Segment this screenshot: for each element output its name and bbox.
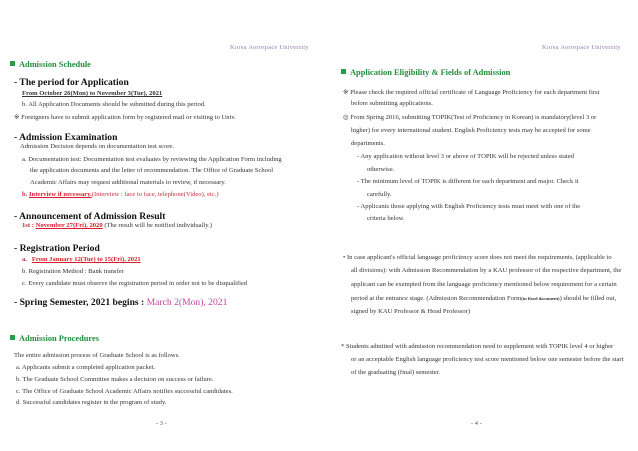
- period-line-b: b. All Application Documents should be submitted during this period.: [22, 101, 206, 108]
- page-number: - 4 -: [471, 420, 482, 427]
- spring-semester-line: [14, 297, 227, 308]
- exam-intro: Admission Decision depends on documentation test score.: [20, 143, 175, 150]
- eligibility-heading: [341, 68, 510, 77]
- page-number: - 3 -: [156, 420, 167, 427]
- admission-procedures-title: Admission Procedures: [19, 334, 99, 343]
- registration-line-c: c. Every candidate must observe the registration period in order not to be disqualified: [22, 280, 248, 287]
- result-date: November 27(Fri), 2020: [35, 222, 103, 229]
- exemption-line4-start: period at the entrance stage. (Admission Recommendation Form: [351, 295, 522, 302]
- topik-line4: - Any application without level 3 or above of TOPIK will be rejected unless stated: [357, 153, 574, 160]
- procedure-b: b. The Graduate School Committee makes a decision on success or failure.: [16, 376, 214, 383]
- supplement-line3: of the graduating (final) semester.: [351, 369, 441, 376]
- exemption-line2: all divisions): with Admission Recommendation by a KAU professor of the respective department, the: [351, 267, 622, 274]
- result-line: [22, 222, 212, 229]
- fixed-document-note: (in fixed document): [521, 296, 560, 301]
- exam-line-a2: the application documents and the letter of recommendation. The Office of Graduate School: [30, 167, 274, 174]
- topik-line2: higher) for every international student. English Proficiency tests may be accepted for some: [351, 127, 591, 134]
- page-header: Korea Aerospace University: [230, 44, 309, 51]
- application-period-dates: From October 26(Mon) to November 3(Tue), 2021: [22, 90, 163, 97]
- topik-line5: otherwise.: [367, 166, 395, 173]
- topik-line8: - Applicants those applying with English Proficiency tests must meet with one of the: [357, 203, 581, 210]
- registration-heading: - Registration Period: [14, 243, 100, 254]
- topik-line1: ◎ From Spring 2016, submitting TOPIK(Test of Proficiency in Korean) is mandatory(level 3 or: [343, 114, 597, 121]
- exam-line-b: [22, 191, 219, 198]
- admission-schedule-heading: [10, 60, 91, 69]
- exemption-line4: [351, 295, 616, 302]
- supplement-line2: or an acceptable English language proficiency test score mentioned below one semester before the start: [351, 356, 624, 363]
- language-note-line2: before submitting applications.: [351, 100, 433, 107]
- exam-heading: - Admission Examination: [14, 132, 118, 143]
- square-bullet-icon: [10, 335, 15, 340]
- exemption-line5: signed by KAU Professor & Head Professor): [351, 308, 471, 315]
- topik-line9: criteria below.: [367, 215, 405, 222]
- foreigner-note: ※ Foreigners have to submit application form by registered mail or visiting to Univ.: [14, 114, 236, 121]
- page-right: [319, 0, 638, 451]
- result-note: (The result will be notified individually.): [104, 222, 212, 229]
- supplement-line1: * Students admitted with admission recommendation need to supplement with TOPIK level 4 or higher: [341, 343, 614, 350]
- exam-line-a1: a. Documentation test: Documentation test evaluates by reviewing the Application Form including: [22, 156, 282, 163]
- topik-line3: departments.: [351, 140, 385, 147]
- square-bullet-icon: [341, 69, 346, 74]
- eligibility-title: Application Eligibility & Fields of Admission: [350, 68, 511, 77]
- procedure-a: a. Applicants submit a completed application packet.: [16, 364, 156, 371]
- square-bullet-icon: [10, 61, 15, 66]
- procedure-c: c. The Office of Graduate School Academic Affairs notifies successful candidates.: [16, 388, 233, 395]
- exam-line-a3: Academic Affairs may request additional materials to review, if necessary.: [30, 179, 226, 186]
- topik-line7: carefully.: [367, 191, 392, 198]
- spring-semester-date: March 2(Mon), 2021: [146, 297, 228, 308]
- exam-b-prefix: b.: [22, 191, 28, 198]
- exemption-line3: applicant can be exempted from the language proficiency mentioned below requirement for a certain: [351, 281, 617, 288]
- result-prefix: 1st :: [22, 222, 34, 229]
- admission-procedures-heading: [10, 334, 99, 343]
- procedure-d: d. Successful candidates register in the program of study.: [16, 399, 167, 406]
- interview-note: Interview if necessary.: [28, 191, 92, 198]
- registration-line-b: b. Registration Method : Bank transfer: [22, 268, 124, 275]
- exemption-line1: • In case applicant's official language proficiency score does not meet the requirements, (applicable to: [343, 254, 612, 261]
- admission-schedule-title: Admission Schedule: [19, 60, 91, 69]
- registration-line-a: [22, 256, 141, 263]
- spring-semester-label: - Spring Semester, 2021 begins :: [14, 297, 145, 308]
- topik-line6: - The minimum level of TOPIK is different for each department and major. Check it: [357, 178, 579, 185]
- registration-a-prefix: a.: [22, 256, 27, 263]
- result-heading: - Announcement of Admission Result: [14, 211, 166, 222]
- language-note-line1: ※ Please check the required official certificate of Language Proficiency for each department first: [343, 89, 600, 96]
- page-header: Korea Aerospace University: [542, 44, 621, 51]
- exemption-line4-end: ) should be filled out,: [559, 295, 617, 302]
- period-heading: - The period for Application: [14, 77, 129, 88]
- interview-types: (Interview : face to face, telephone(Video), etc.): [91, 191, 219, 198]
- procedures-intro: The entire admission process of Graduate School is as follows.: [14, 352, 180, 359]
- registration-dates: From January 12(Tue) to 15(Fri), 2021: [31, 256, 141, 263]
